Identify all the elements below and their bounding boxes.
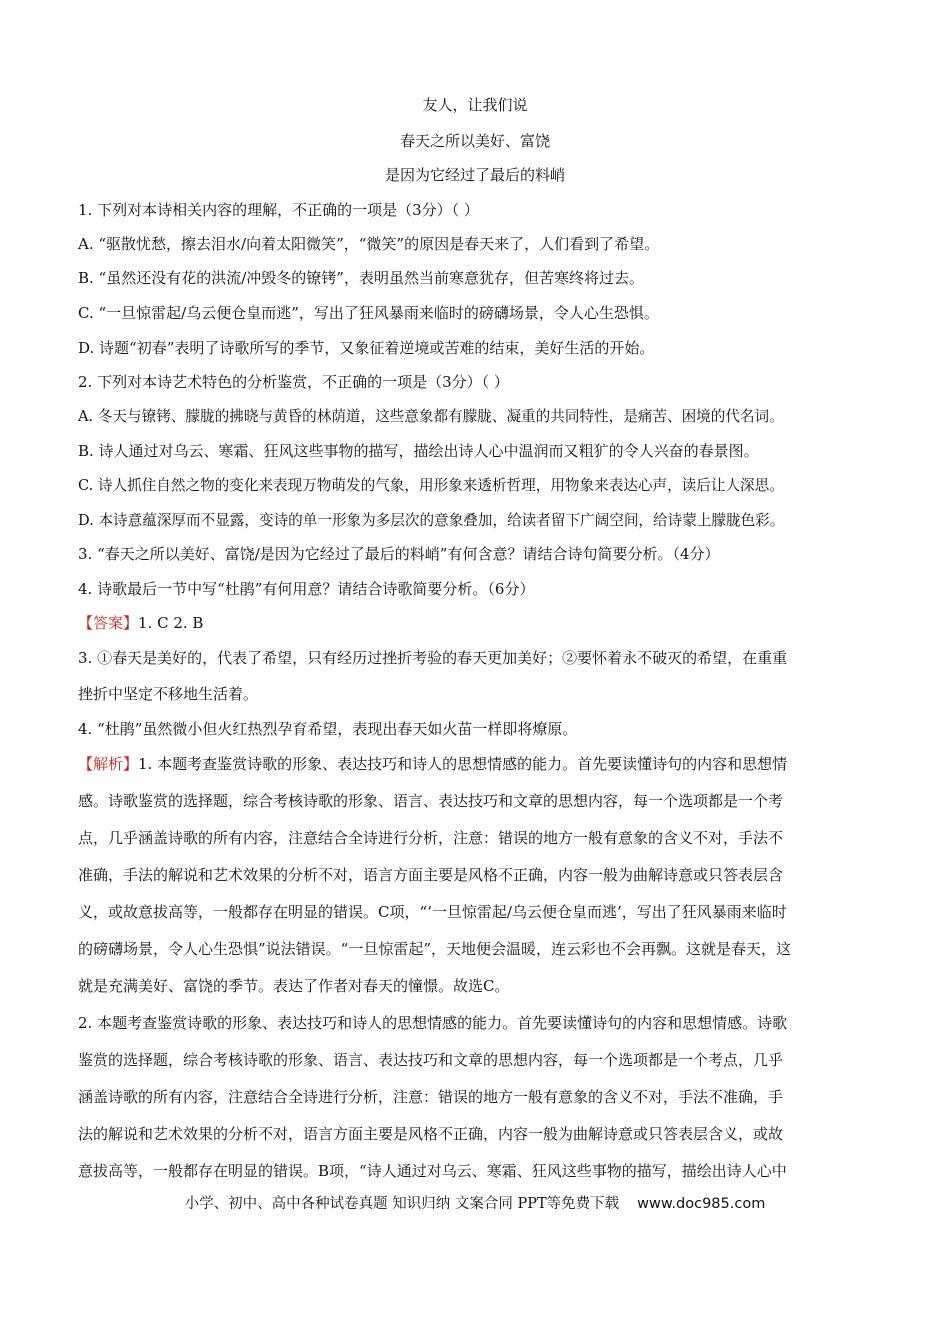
question-2-option-c: C. 诗人抓住自然之物的变化来表现万物萌发的气象，用形象来透析哲理，用物象来表达心声，读后让人深思。 [78, 477, 784, 494]
analysis-2-line-2: 鉴赏的选择题，综合考核诗歌的形象、语言、表达技巧和文章的思想内容，每一个选项都是一个考点，几乎 [78, 1051, 784, 1069]
analysis-1-line-5: 义，或故意拔高等，一般都存在明显的错误。C项，“‘一旦惊雷起/乌云便仓皇而逃’，写出了狂风暴雨来临时 [78, 903, 787, 921]
footer-url[interactable]: www.doc985.com [637, 1196, 766, 1212]
answer-line [78, 612, 878, 633]
answer-3-line-1: 3. ①春天是美好的，代表了希望，只有经历过挫折考验的春天更加美好；②要怀着永不破灭的希望，在重重 [78, 649, 788, 667]
page-footer [0, 1192, 950, 1213]
question-1-stem: 1. 下列对本诗相关内容的理解，不正确的一项是（3分）（ ） [78, 201, 479, 219]
analysis-1-line-3: 点，几乎涵盖诗歌的所有内容，注意结合全诗进行分析，注意：错误的地方一般有意象的含义不对，手法不 [78, 829, 784, 847]
question-4: 4. 诗歌最后一节中写“杜鹃”有何用意？请结合诗歌简要分析。（6分） [78, 580, 535, 598]
answer-3-line-2: 挫折中坚定不移地生活着。 [78, 685, 259, 703]
analysis-label: 【解析】 [78, 755, 139, 773]
question-1-option-a: A. “驱散忧愁，擦去泪水/向着太阳微笑”，“微笑”的原因是春天来了，人们看到了希望。 [78, 235, 660, 253]
answer-choices: 1. C 2. B [138, 614, 204, 632]
analysis-1-line-1 [78, 753, 878, 774]
answer-4: 4. “杜鹃”虽然微小但火红热烈孕育希望，表现出春天如火苗一样即将燎原。 [78, 720, 578, 738]
poem-line-1: 友人，让我们说 [422, 96, 528, 114]
analysis-1-text-1: 1. 本题考查鉴赏诗歌的形象、表达技巧和诗人的思想情感的能力。首先要读懂诗句的内容和思想情 [138, 755, 788, 773]
analysis-2-line-1: 2. 本题考查鉴赏诗歌的形象、表达技巧和诗人的思想情感的能力。首先要读懂诗句的内容和思想情感。诗歌 [78, 1014, 788, 1032]
question-2-stem: 2. 下列对本诗艺术特色的分析鉴赏，不正确的一项是（3分）（ ） [78, 373, 509, 391]
analysis-1-line-4: 准确，手法的解说和艺术效果的分析不对，语言方面主要是风格不正确，内容一般为曲解诗意或只答表层含 [78, 866, 784, 884]
analysis-1-line-2: 感。诗歌鉴赏的选择题，综合考核诗歌的形象、语言、表达技巧和文章的思想内容，每一个选项都是一个考 [78, 792, 784, 810]
footer-text: 小学、初中、高中各种试卷真题 知识归纳 文案合同 PPT等免费下载 [184, 1196, 620, 1212]
analysis-1-line-7: 就是充满美好、富饶的季节。表达了作者对春天的憧憬。故选C。 [78, 977, 510, 995]
question-1-option-d: D. 诗题“初春”表明了诗歌所写的季节，又象征着逆境或苦难的结束，美好生活的开始。 [78, 339, 655, 357]
analysis-2-line-4: 法的解说和艺术效果的分析不对，语言方面主要是风格不正确，内容一般为曲解诗意或只答表层含义，或故 [78, 1125, 784, 1143]
poem-line-3: 是因为它经过了最后的料峭 [384, 166, 565, 184]
answer-label: 【答案】 [78, 614, 139, 632]
question-2-option-d: D. 本诗意蕴深厚而不显露，变诗的单一形象为多层次的意象叠加，给读者留下广阔空间，给诗蒙上朦胧色彩。 [78, 512, 785, 529]
question-2-option-a: A. 冬天与镣铐、朦胧的拂晓与黄昏的林荫道，这些意象都有朦胧、凝重的共同特性，是痛苦、困境的代名词。 [78, 408, 784, 425]
analysis-2-line-5: 意拔高等，一般都存在明显的错误。B项，“诗人通过对乌云、寒霜、狂风这些事物的描写，描绘出诗人心中 [78, 1162, 787, 1180]
poem-line-2: 春天之所以美好、富饶 [399, 132, 550, 150]
analysis-2-line-3: 涵盖诗歌的所有内容，注意结合全诗进行分析，注意：错误的地方一般有意象的含义不对，手法不准确，手 [78, 1088, 784, 1106]
question-2-option-b: B. 诗人通过对乌云、寒霜、狂风这些事物的描写，描绘出诗人心中温润而又粗犷的令人兴奋的春景图。 [78, 442, 759, 460]
question-3: 3. “春天之所以美好、富饶/是因为它经过了最后的料峭”有何含意？请结合诗句简要分析。（4分） [78, 545, 720, 563]
analysis-1-line-6: 的磅礴场景，令人心生恐惧”说法错误。“一旦惊雷起”，天地便会温暖，连云彩也不会再飘。这就是春天，这 [78, 940, 792, 958]
question-1-option-c: C. “一旦惊雷起/乌云便仓皇而逃”，写出了狂风暴雨来临时的磅礴场景，令人心生恐惧。 [78, 304, 659, 322]
question-1-option-b: B. “虽然还没有花的洪流/冲毁冬的镣铐”，表明虽然当前寒意犹存，但苦寒终将过去。 [78, 269, 644, 287]
